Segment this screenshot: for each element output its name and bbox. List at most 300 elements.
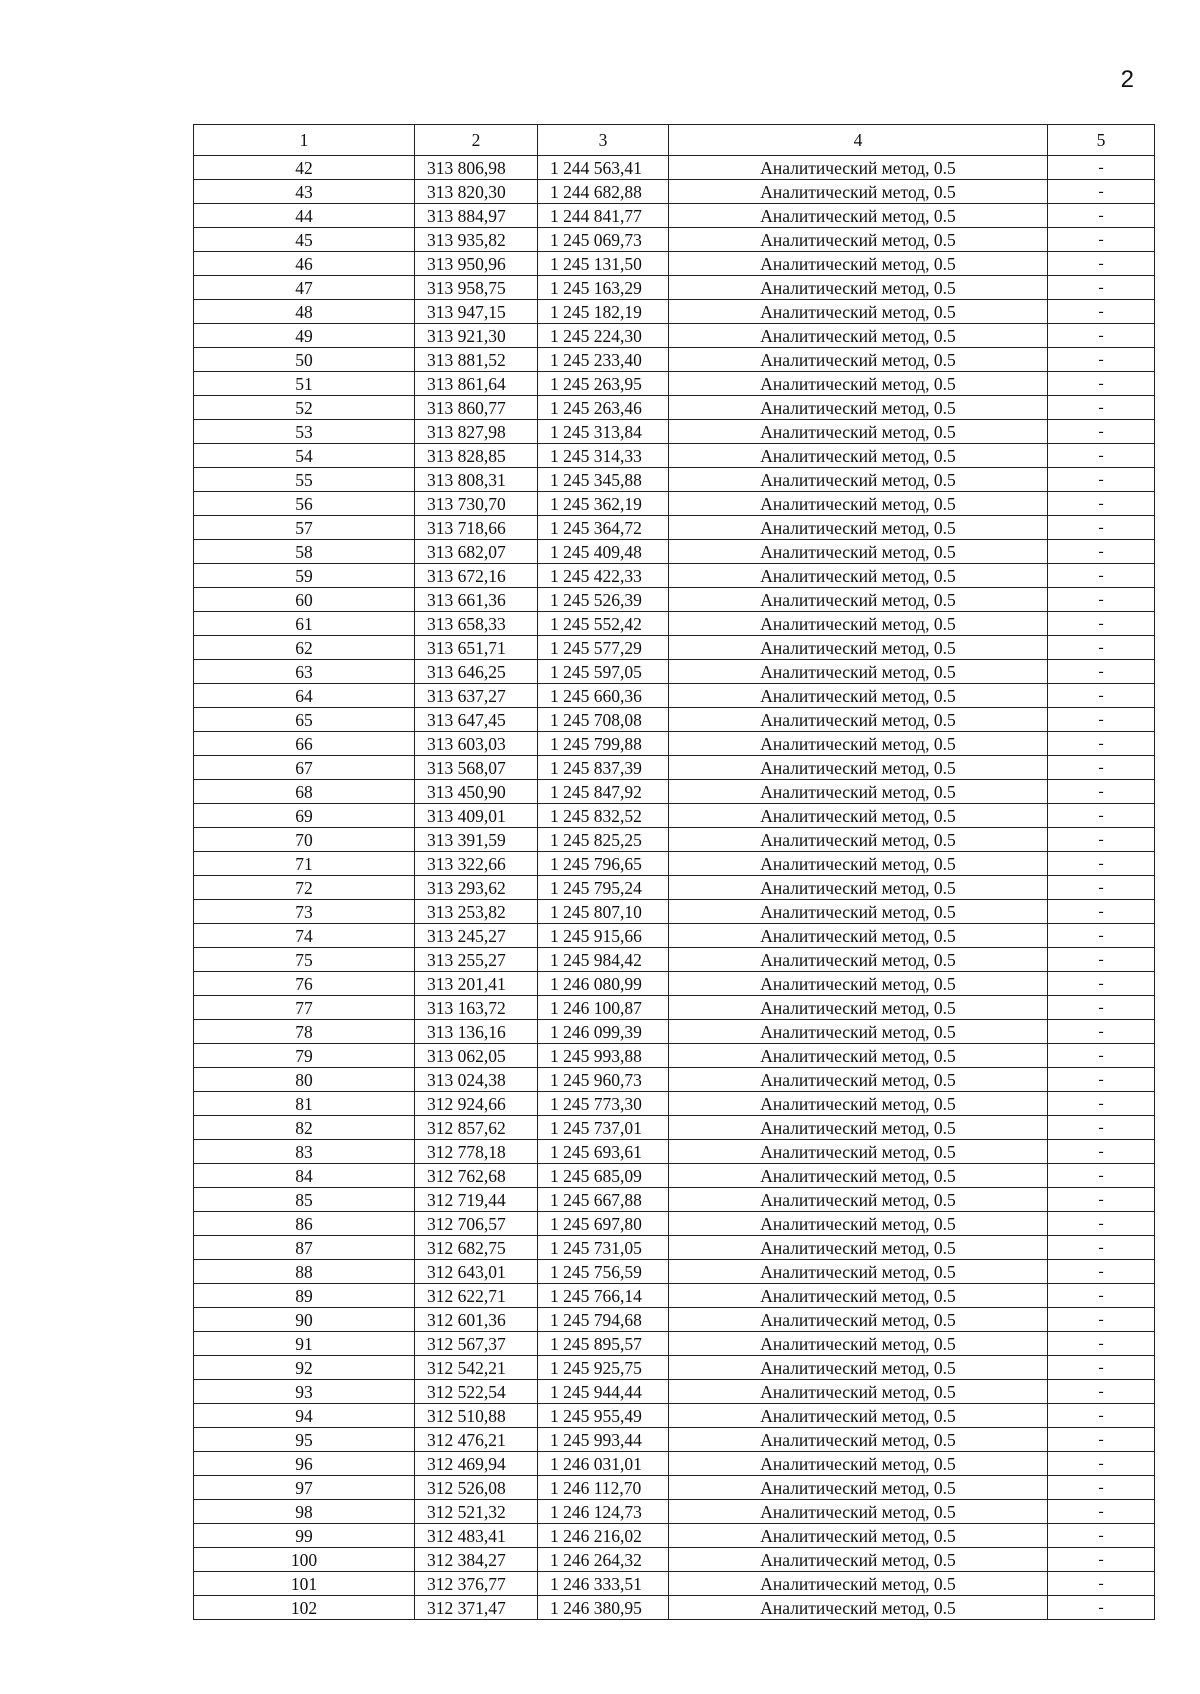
cell-note: -: [1048, 1500, 1155, 1524]
cell-point-number: 74: [194, 924, 415, 948]
table-row: [194, 948, 1155, 972]
table-row: [194, 1572, 1155, 1596]
table-row: [194, 204, 1155, 228]
cell-y-coordinate: 1 246 264,32: [538, 1548, 669, 1572]
table-row: [194, 708, 1155, 732]
cell-y-coordinate: 1 245 660,36: [538, 684, 669, 708]
cell-y-coordinate: 1 244 841,77: [538, 204, 669, 228]
cell-y-coordinate: 1 245 526,39: [538, 588, 669, 612]
cell-note: -: [1048, 1428, 1155, 1452]
cell-y-coordinate: 1 245 069,73: [538, 228, 669, 252]
cell-x-coordinate: 312 762,68: [415, 1164, 538, 1188]
cell-point-number: 43: [194, 180, 415, 204]
cell-x-coordinate: 312 384,27: [415, 1548, 538, 1572]
cell-y-coordinate: 1 245 708,08: [538, 708, 669, 732]
cell-x-coordinate: 313 935,82: [415, 228, 538, 252]
cell-method: Аналитический метод, 0.5: [669, 1188, 1048, 1212]
cell-x-coordinate: 313 672,16: [415, 564, 538, 588]
cell-x-coordinate: 313 682,07: [415, 540, 538, 564]
table-row: [194, 156, 1155, 180]
table-row: [194, 684, 1155, 708]
table-row: [194, 1500, 1155, 1524]
cell-note: -: [1048, 444, 1155, 468]
table-row: [194, 1404, 1155, 1428]
cell-point-number: 80: [194, 1068, 415, 1092]
cell-method: Аналитический метод, 0.5: [669, 804, 1048, 828]
cell-method: Аналитический метод, 0.5: [669, 252, 1048, 276]
cell-point-number: 81: [194, 1092, 415, 1116]
header-cell-point: 1: [194, 125, 415, 156]
cell-method: Аналитический метод, 0.5: [669, 1260, 1048, 1284]
cell-y-coordinate: 1 245 993,44: [538, 1428, 669, 1452]
cell-point-number: 59: [194, 564, 415, 588]
cell-x-coordinate: 313 881,52: [415, 348, 538, 372]
cell-point-number: 86: [194, 1212, 415, 1236]
table-row: [194, 1332, 1155, 1356]
table-row: [194, 516, 1155, 540]
cell-point-number: 64: [194, 684, 415, 708]
cell-y-coordinate: 1 245 773,30: [538, 1092, 669, 1116]
cell-y-coordinate: 1 246 216,02: [538, 1524, 669, 1548]
cell-point-number: 91: [194, 1332, 415, 1356]
header-cell-method: 4: [669, 125, 1048, 156]
table-row: [194, 996, 1155, 1020]
cell-note: -: [1048, 156, 1155, 180]
cell-method: Аналитический метод, 0.5: [669, 1428, 1048, 1452]
cell-note: -: [1048, 540, 1155, 564]
cell-method: Аналитический метод, 0.5: [669, 1572, 1048, 1596]
cell-point-number: 60: [194, 588, 415, 612]
cell-method: Аналитический метод, 0.5: [669, 156, 1048, 180]
cell-point-number: 95: [194, 1428, 415, 1452]
cell-y-coordinate: 1 245 795,24: [538, 876, 669, 900]
cell-method: Аналитический метод, 0.5: [669, 324, 1048, 348]
cell-x-coordinate: 313 806,98: [415, 156, 538, 180]
cell-x-coordinate: 313 661,36: [415, 588, 538, 612]
cell-x-coordinate: 313 450,90: [415, 780, 538, 804]
cell-y-coordinate: 1 245 925,75: [538, 1356, 669, 1380]
table-row: [194, 420, 1155, 444]
cell-note: -: [1048, 1260, 1155, 1284]
cell-method: Аналитический метод, 0.5: [669, 924, 1048, 948]
table-header-row: [194, 125, 1155, 156]
cell-x-coordinate: 312 542,21: [415, 1356, 538, 1380]
cell-note: -: [1048, 828, 1155, 852]
cell-x-coordinate: 312 601,36: [415, 1308, 538, 1332]
cell-y-coordinate: 1 245 552,42: [538, 612, 669, 636]
table-row: [194, 396, 1155, 420]
cell-point-number: 79: [194, 1044, 415, 1068]
cell-y-coordinate: 1 245 756,59: [538, 1260, 669, 1284]
cell-note: -: [1048, 1284, 1155, 1308]
cell-y-coordinate: 1 245 422,33: [538, 564, 669, 588]
cell-method: Аналитический метод, 0.5: [669, 708, 1048, 732]
cell-method: Аналитический метод, 0.5: [669, 732, 1048, 756]
cell-note: -: [1048, 1332, 1155, 1356]
cell-point-number: 75: [194, 948, 415, 972]
table-row: [194, 1308, 1155, 1332]
cell-x-coordinate: 313 409,01: [415, 804, 538, 828]
cell-y-coordinate: 1 245 731,05: [538, 1236, 669, 1260]
cell-y-coordinate: 1 245 796,65: [538, 852, 669, 876]
cell-note: -: [1048, 372, 1155, 396]
cell-note: -: [1048, 180, 1155, 204]
cell-note: -: [1048, 876, 1155, 900]
table-row: [194, 324, 1155, 348]
cell-x-coordinate: 313 860,77: [415, 396, 538, 420]
cell-note: -: [1048, 588, 1155, 612]
table-row: [194, 1188, 1155, 1212]
cell-y-coordinate: 1 245 233,40: [538, 348, 669, 372]
cell-x-coordinate: 313 827,98: [415, 420, 538, 444]
table-row: [194, 1212, 1155, 1236]
cell-point-number: 71: [194, 852, 415, 876]
cell-method: Аналитический метод, 0.5: [669, 660, 1048, 684]
cell-x-coordinate: 312 924,66: [415, 1092, 538, 1116]
cell-point-number: 49: [194, 324, 415, 348]
cell-method: Аналитический метод, 0.5: [669, 204, 1048, 228]
cell-method: Аналитический метод, 0.5: [669, 1116, 1048, 1140]
cell-y-coordinate: 1 245 345,88: [538, 468, 669, 492]
cell-note: -: [1048, 396, 1155, 420]
cell-note: -: [1048, 1068, 1155, 1092]
cell-y-coordinate: 1 245 409,48: [538, 540, 669, 564]
cell-note: -: [1048, 612, 1155, 636]
cell-note: -: [1048, 900, 1155, 924]
cell-method: Аналитический метод, 0.5: [669, 372, 1048, 396]
cell-point-number: 101: [194, 1572, 415, 1596]
cell-method: Аналитический метод, 0.5: [669, 684, 1048, 708]
cell-note: -: [1048, 228, 1155, 252]
cell-method: Аналитический метод, 0.5: [669, 444, 1048, 468]
cell-note: -: [1048, 276, 1155, 300]
cell-note: -: [1048, 1476, 1155, 1500]
table-row: [194, 228, 1155, 252]
table-row: [194, 924, 1155, 948]
cell-note: -: [1048, 660, 1155, 684]
cell-y-coordinate: 1 245 955,49: [538, 1404, 669, 1428]
cell-method: Аналитический метод, 0.5: [669, 972, 1048, 996]
header-cell-x: 2: [415, 125, 538, 156]
cell-x-coordinate: 313 568,07: [415, 756, 538, 780]
cell-note: -: [1048, 996, 1155, 1020]
cell-x-coordinate: 313 253,82: [415, 900, 538, 924]
cell-x-coordinate: 313 255,27: [415, 948, 538, 972]
cell-note: -: [1048, 1548, 1155, 1572]
cell-point-number: 96: [194, 1452, 415, 1476]
cell-point-number: 42: [194, 156, 415, 180]
cell-x-coordinate: 313 136,16: [415, 1020, 538, 1044]
cell-x-coordinate: 312 483,41: [415, 1524, 538, 1548]
cell-point-number: 55: [194, 468, 415, 492]
cell-method: Аналитический метод, 0.5: [669, 1068, 1048, 1092]
table-row: [194, 972, 1155, 996]
cell-note: -: [1048, 684, 1155, 708]
cell-note: -: [1048, 1236, 1155, 1260]
cell-point-number: 61: [194, 612, 415, 636]
cell-y-coordinate: 1 245 737,01: [538, 1116, 669, 1140]
cell-x-coordinate: 313 921,30: [415, 324, 538, 348]
cell-x-coordinate: 313 163,72: [415, 996, 538, 1020]
cell-y-coordinate: 1 245 993,88: [538, 1044, 669, 1068]
cell-y-coordinate: 1 246 380,95: [538, 1596, 669, 1620]
cell-point-number: 56: [194, 492, 415, 516]
table-row: [194, 252, 1155, 276]
cell-x-coordinate: 312 567,37: [415, 1332, 538, 1356]
table-row: [194, 876, 1155, 900]
table-row: [194, 1260, 1155, 1284]
cell-point-number: 51: [194, 372, 415, 396]
cell-y-coordinate: 1 245 766,14: [538, 1284, 669, 1308]
cell-y-coordinate: 1 245 960,73: [538, 1068, 669, 1092]
cell-method: Аналитический метод, 0.5: [669, 468, 1048, 492]
page-number: 2: [1120, 66, 1134, 93]
cell-note: -: [1048, 1140, 1155, 1164]
cell-y-coordinate: 1 245 362,19: [538, 492, 669, 516]
cell-point-number: 76: [194, 972, 415, 996]
cell-y-coordinate: 1 245 895,57: [538, 1332, 669, 1356]
cell-x-coordinate: 313 958,75: [415, 276, 538, 300]
cell-y-coordinate: 1 245 667,88: [538, 1188, 669, 1212]
table-row: [194, 804, 1155, 828]
cell-note: -: [1048, 324, 1155, 348]
cell-note: -: [1048, 1116, 1155, 1140]
cell-point-number: 92: [194, 1356, 415, 1380]
cell-note: -: [1048, 1452, 1155, 1476]
cell-y-coordinate: 1 245 131,50: [538, 252, 669, 276]
cell-point-number: 47: [194, 276, 415, 300]
cell-method: Аналитический метод, 0.5: [669, 180, 1048, 204]
table-row: [194, 900, 1155, 924]
cell-x-coordinate: 313 651,71: [415, 636, 538, 660]
cell-method: Аналитический метод, 0.5: [669, 1380, 1048, 1404]
cell-method: Аналитический метод, 0.5: [669, 492, 1048, 516]
cell-method: Аналитический метод, 0.5: [669, 876, 1048, 900]
cell-note: -: [1048, 492, 1155, 516]
cell-point-number: 45: [194, 228, 415, 252]
cell-method: Аналитический метод, 0.5: [669, 900, 1048, 924]
cell-point-number: 44: [194, 204, 415, 228]
cell-x-coordinate: 313 861,64: [415, 372, 538, 396]
cell-method: Аналитический метод, 0.5: [669, 276, 1048, 300]
cell-method: Аналитический метод, 0.5: [669, 1308, 1048, 1332]
cell-y-coordinate: 1 245 263,95: [538, 372, 669, 396]
cell-note: -: [1048, 852, 1155, 876]
cell-x-coordinate: 313 658,33: [415, 612, 538, 636]
cell-note: -: [1048, 1044, 1155, 1068]
cell-y-coordinate: 1 245 944,44: [538, 1380, 669, 1404]
table-row: [194, 1140, 1155, 1164]
cell-note: -: [1048, 1164, 1155, 1188]
cell-y-coordinate: 1 246 080,99: [538, 972, 669, 996]
table-row: [194, 564, 1155, 588]
cell-method: Аналитический метод, 0.5: [669, 396, 1048, 420]
cell-x-coordinate: 312 521,32: [415, 1500, 538, 1524]
cell-note: -: [1048, 780, 1155, 804]
cell-method: Аналитический метод, 0.5: [669, 852, 1048, 876]
cell-point-number: 87: [194, 1236, 415, 1260]
cell-point-number: 50: [194, 348, 415, 372]
cell-note: -: [1048, 1188, 1155, 1212]
table-row: [194, 756, 1155, 780]
cell-point-number: 48: [194, 300, 415, 324]
cell-point-number: 72: [194, 876, 415, 900]
cell-x-coordinate: 312 622,71: [415, 1284, 538, 1308]
cell-note: -: [1048, 252, 1155, 276]
cell-method: Аналитический метод, 0.5: [669, 1452, 1048, 1476]
table-row: [194, 276, 1155, 300]
cell-point-number: 57: [194, 516, 415, 540]
cell-point-number: 69: [194, 804, 415, 828]
cell-y-coordinate: 1 245 313,84: [538, 420, 669, 444]
table-row: [194, 1356, 1155, 1380]
cell-method: Аналитический метод, 0.5: [669, 300, 1048, 324]
cell-method: Аналитический метод, 0.5: [669, 420, 1048, 444]
cell-method: Аналитический метод, 0.5: [669, 1404, 1048, 1428]
table-row: [194, 732, 1155, 756]
cell-x-coordinate: 313 201,41: [415, 972, 538, 996]
cell-note: -: [1048, 924, 1155, 948]
cell-x-coordinate: 312 371,47: [415, 1596, 538, 1620]
cell-method: Аналитический метод, 0.5: [669, 1596, 1048, 1620]
cell-y-coordinate: 1 245 697,80: [538, 1212, 669, 1236]
cell-method: Аналитический метод, 0.5: [669, 1212, 1048, 1236]
cell-method: Аналитический метод, 0.5: [669, 588, 1048, 612]
cell-method: Аналитический метод, 0.5: [669, 564, 1048, 588]
coordinates-table-body: [194, 125, 1155, 1620]
cell-note: -: [1048, 348, 1155, 372]
cell-method: Аналитический метод, 0.5: [669, 828, 1048, 852]
table-row: [194, 612, 1155, 636]
cell-method: Аналитический метод, 0.5: [669, 1356, 1048, 1380]
cell-x-coordinate: 312 469,94: [415, 1452, 538, 1476]
cell-point-number: 54: [194, 444, 415, 468]
table-row: [194, 180, 1155, 204]
cell-x-coordinate: 313 647,45: [415, 708, 538, 732]
cell-x-coordinate: 312 706,57: [415, 1212, 538, 1236]
cell-y-coordinate: 1 245 224,30: [538, 324, 669, 348]
cell-method: Аналитический метод, 0.5: [669, 516, 1048, 540]
cell-point-number: 66: [194, 732, 415, 756]
cell-y-coordinate: 1 245 799,88: [538, 732, 669, 756]
cell-x-coordinate: 313 024,38: [415, 1068, 538, 1092]
header-cell-note: 5: [1048, 125, 1155, 156]
cell-point-number: 52: [194, 396, 415, 420]
cell-note: -: [1048, 1020, 1155, 1044]
cell-point-number: 46: [194, 252, 415, 276]
cell-note: -: [1048, 1572, 1155, 1596]
cell-point-number: 77: [194, 996, 415, 1020]
cell-point-number: 83: [194, 1140, 415, 1164]
cell-y-coordinate: 1 245 163,29: [538, 276, 669, 300]
cell-note: -: [1048, 1404, 1155, 1428]
cell-x-coordinate: 312 857,62: [415, 1116, 538, 1140]
table-row: [194, 1596, 1155, 1620]
cell-note: -: [1048, 516, 1155, 540]
cell-note: -: [1048, 732, 1155, 756]
cell-method: Аналитический метод, 0.5: [669, 228, 1048, 252]
table-row: [194, 1452, 1155, 1476]
cell-x-coordinate: 313 828,85: [415, 444, 538, 468]
table-row: [194, 1236, 1155, 1260]
table-row: [194, 1524, 1155, 1548]
cell-x-coordinate: 313 884,97: [415, 204, 538, 228]
cell-y-coordinate: 1 245 984,42: [538, 948, 669, 972]
table-row: [194, 444, 1155, 468]
cell-note: -: [1048, 636, 1155, 660]
cell-method: Аналитический метод, 0.5: [669, 948, 1048, 972]
cell-method: Аналитический метод, 0.5: [669, 756, 1048, 780]
cell-x-coordinate: 313 293,62: [415, 876, 538, 900]
cell-x-coordinate: 313 322,66: [415, 852, 538, 876]
cell-method: Аналитический метод, 0.5: [669, 636, 1048, 660]
cell-point-number: 93: [194, 1380, 415, 1404]
cell-method: Аналитический метод, 0.5: [669, 540, 1048, 564]
cell-note: -: [1048, 204, 1155, 228]
cell-point-number: 70: [194, 828, 415, 852]
cell-y-coordinate: 1 245 693,61: [538, 1140, 669, 1164]
cell-x-coordinate: 313 646,25: [415, 660, 538, 684]
cell-x-coordinate: 313 603,03: [415, 732, 538, 756]
cell-y-coordinate: 1 245 807,10: [538, 900, 669, 924]
cell-point-number: 67: [194, 756, 415, 780]
cell-note: -: [1048, 804, 1155, 828]
cell-y-coordinate: 1 244 682,88: [538, 180, 669, 204]
cell-method: Аналитический метод, 0.5: [669, 1476, 1048, 1500]
cell-point-number: 63: [194, 660, 415, 684]
table-row: [194, 348, 1155, 372]
cell-x-coordinate: 312 719,44: [415, 1188, 538, 1212]
cell-point-number: 97: [194, 1476, 415, 1500]
table-row: [194, 1164, 1155, 1188]
cell-x-coordinate: 313 062,05: [415, 1044, 538, 1068]
cell-note: -: [1048, 1092, 1155, 1116]
cell-y-coordinate: 1 246 099,39: [538, 1020, 669, 1044]
table-row: [194, 492, 1155, 516]
table-row: [194, 1092, 1155, 1116]
table-row: [194, 1068, 1155, 1092]
cell-y-coordinate: 1 245 825,25: [538, 828, 669, 852]
cell-method: Аналитический метод, 0.5: [669, 1164, 1048, 1188]
cell-note: -: [1048, 708, 1155, 732]
cell-point-number: 99: [194, 1524, 415, 1548]
cell-point-number: 84: [194, 1164, 415, 1188]
cell-note: -: [1048, 1380, 1155, 1404]
cell-point-number: 78: [194, 1020, 415, 1044]
cell-y-coordinate: 1 246 333,51: [538, 1572, 669, 1596]
cell-x-coordinate: 312 510,88: [415, 1404, 538, 1428]
cell-note: -: [1048, 1308, 1155, 1332]
table-row: [194, 1116, 1155, 1140]
cell-x-coordinate: 313 950,96: [415, 252, 538, 276]
cell-point-number: 85: [194, 1188, 415, 1212]
cell-x-coordinate: 313 245,27: [415, 924, 538, 948]
table-row: [194, 660, 1155, 684]
cell-point-number: 62: [194, 636, 415, 660]
table-row: [194, 372, 1155, 396]
cell-x-coordinate: 313 947,15: [415, 300, 538, 324]
cell-y-coordinate: 1 246 031,01: [538, 1452, 669, 1476]
cell-note: -: [1048, 756, 1155, 780]
cell-x-coordinate: 312 522,54: [415, 1380, 538, 1404]
cell-note: -: [1048, 972, 1155, 996]
cell-y-coordinate: 1 244 563,41: [538, 156, 669, 180]
cell-method: Аналитический метод, 0.5: [669, 1044, 1048, 1068]
cell-x-coordinate: 312 643,01: [415, 1260, 538, 1284]
table-row: [194, 1548, 1155, 1572]
cell-method: Аналитический метод, 0.5: [669, 1092, 1048, 1116]
cell-point-number: 82: [194, 1116, 415, 1140]
